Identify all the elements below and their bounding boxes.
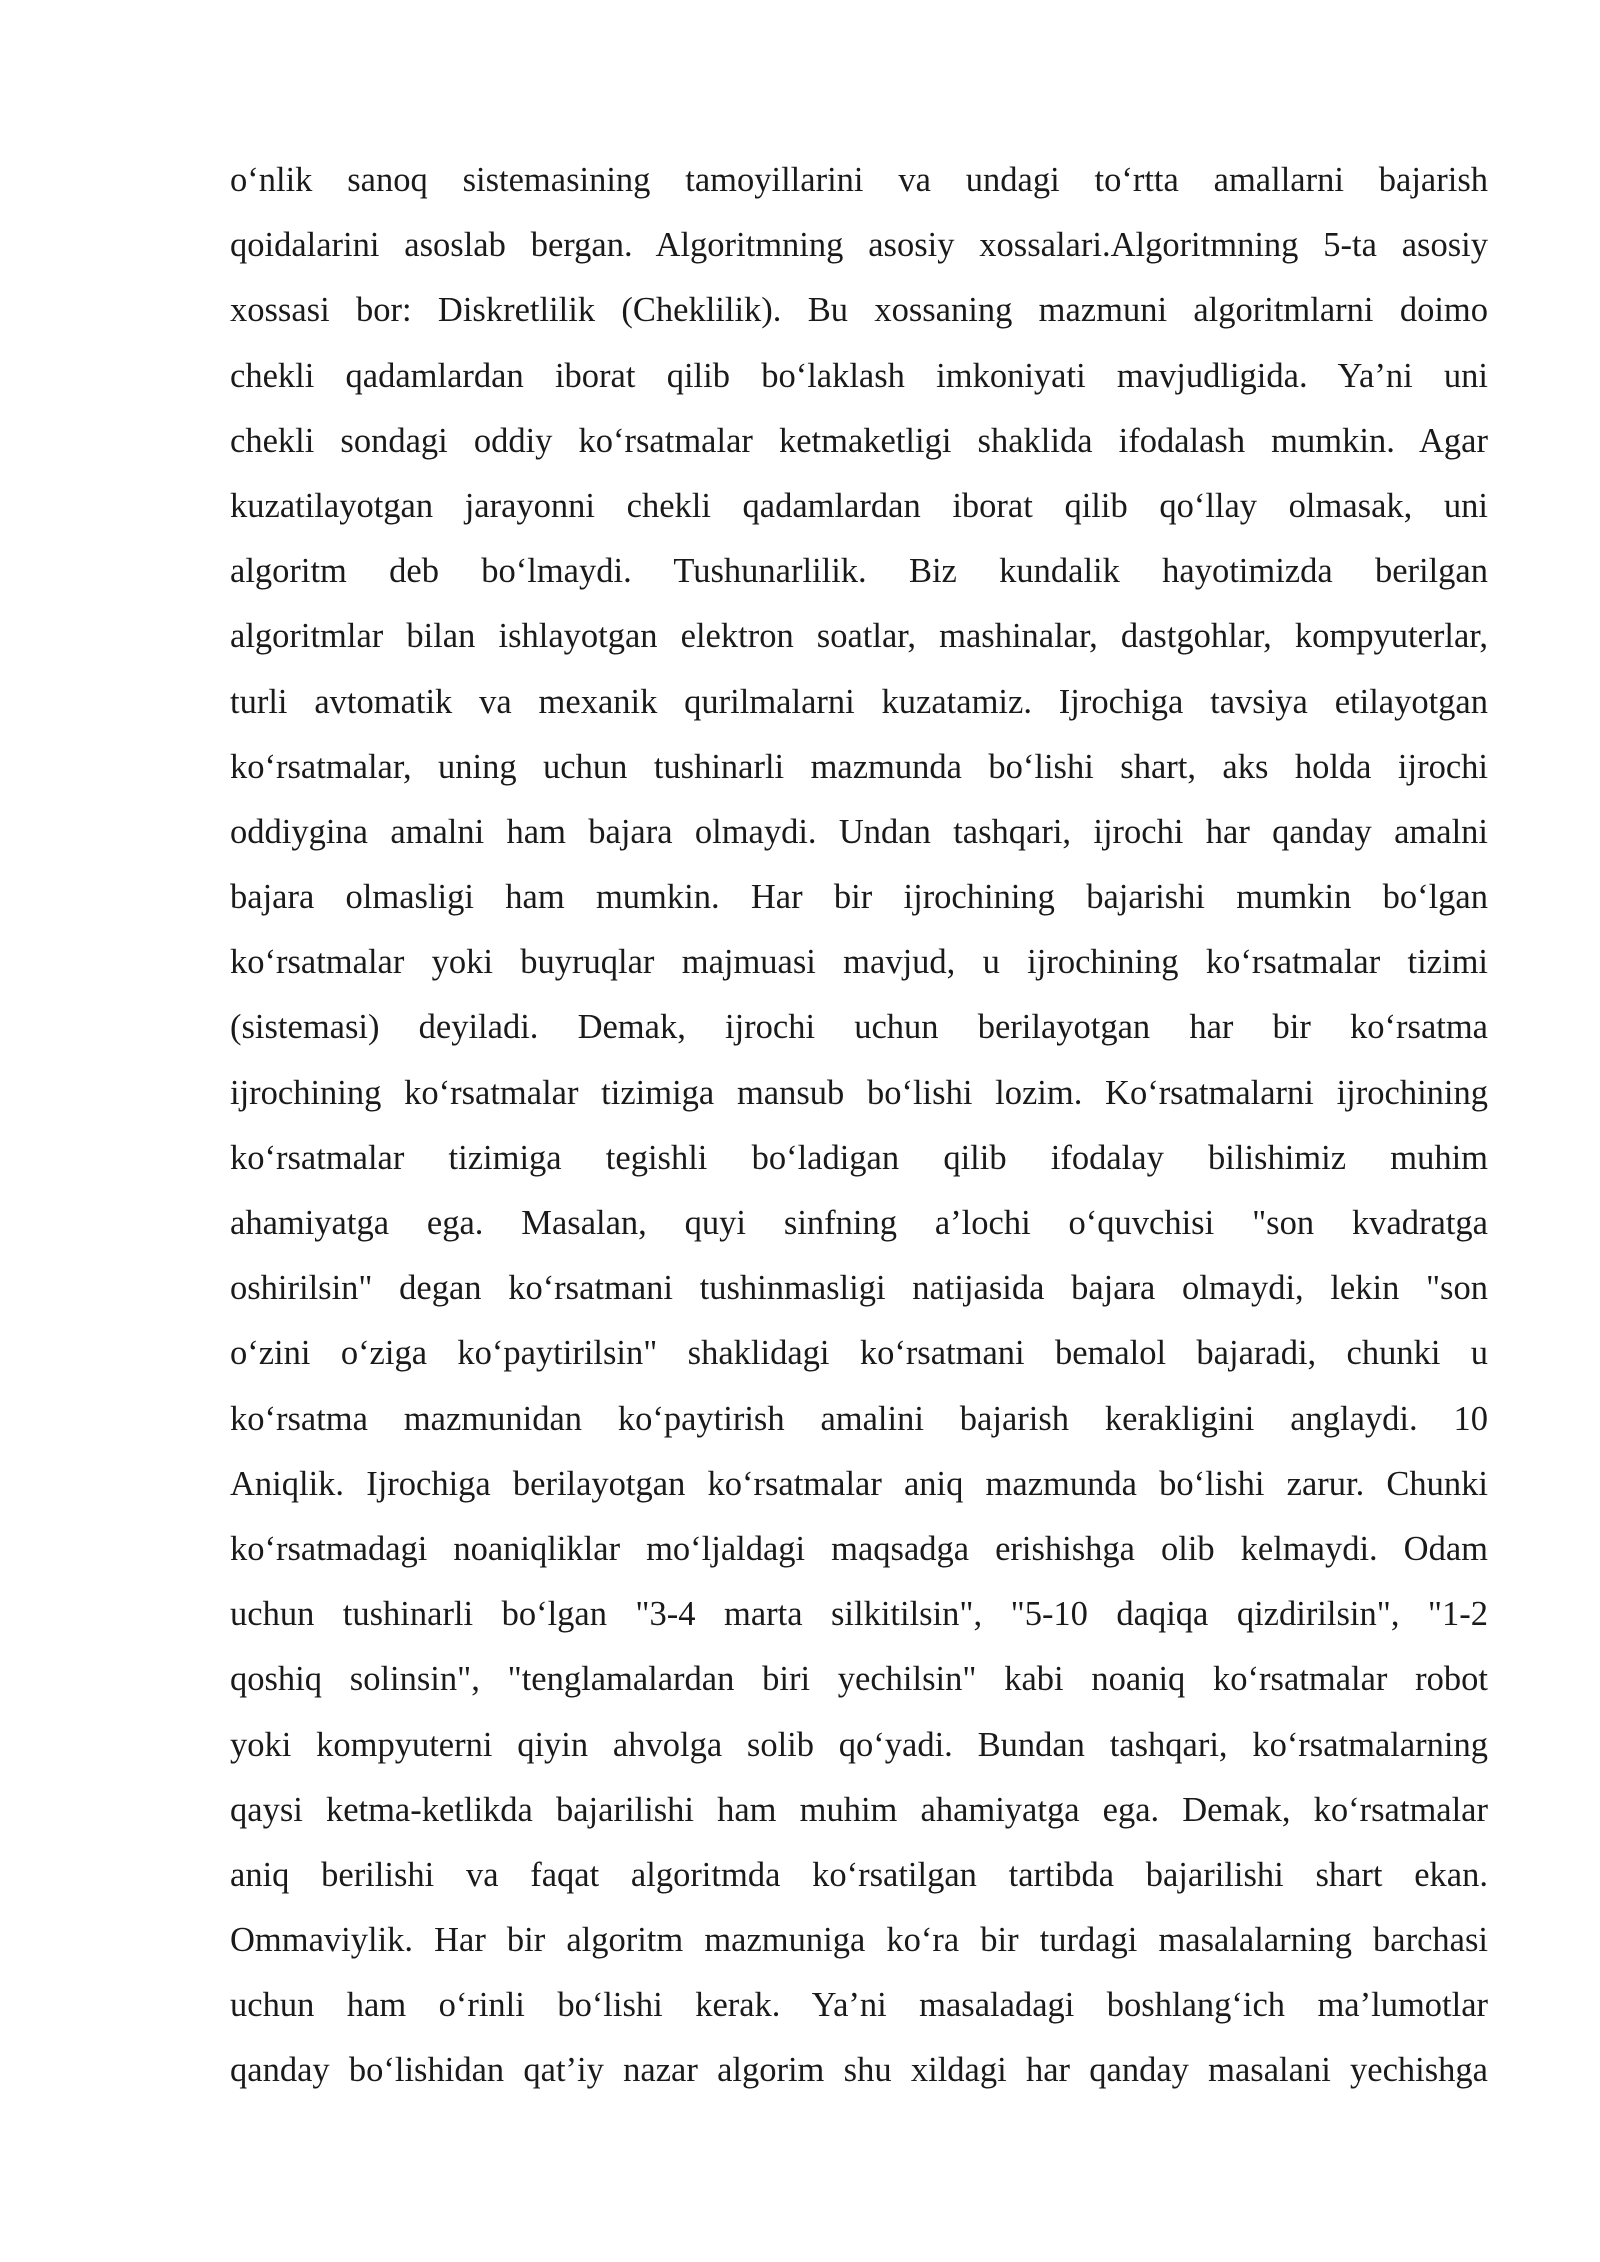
text-line-20: ko‘rsatma mazmunidan ko‘paytirish amalini bajarish kerakligini anglaydi. 10: [230, 1399, 1488, 1438]
text-line-10: ko‘rsatmalar, uning uchun tushinarli mazmunda bo‘lishi shart, aks holda ijrochi: [230, 747, 1488, 786]
text-line-13: ko‘rsatmalar yoki buyruqlar majmuasi mavjud, u ijrochining ko‘rsatmalar tizimi: [230, 943, 1489, 982]
text-line-19: o‘zini o‘ziga ko‘paytirilsin" shaklidagi ko‘rsatmani bemalol bajaradi, chunki u: [230, 1334, 1488, 1373]
text-line-11: oddiygina amalni ham bajara olmaydi. Undan tashqari, ijrochi har qanday amalni: [230, 812, 1488, 851]
text-line-30: qanday bo‘lishidan qat’iy nazar algorim shu xildagi har qanday masalani yechishga: [230, 2051, 1488, 2090]
text-line-21: Aniqlik. Ijrochiga berilayotgan ko‘rsatmalar aniq mazmunda bo‘lishi zarur. Chunki: [230, 1464, 1488, 1503]
text-line-2: qoidalarini asoslab bergan. Algoritmning asosiy xossalari.Algoritmning 5-ta asosiy: [230, 226, 1488, 265]
text-line-27: aniq berilishi va faqat algoritmda ko‘rsatilgan tartibda bajarilishi shart ekan.: [230, 1855, 1488, 1894]
text-line-15: ijrochining ko‘rsatmalar tizimiga mansub bo‘lishi lozim. Ko‘rsatmalarni ijrochining: [230, 1073, 1488, 1112]
text-line-6: kuzatilayotgan jarayonni chekli qadamlardan iborat qilib qo‘llay olmasak, uni: [230, 486, 1488, 525]
text-line-1: o‘nlik sanoq sistemasining tamoyillarini va undagi to‘rtta amallarni bajarish: [230, 161, 1488, 199]
text-line-22: ko‘rsatmadagi noaniqliklar mo‘ljaldagi maqsadga erishishga olib kelmaydi. Odam: [230, 1529, 1488, 1568]
text-line-5: chekli sondagi oddiy ko‘rsatmalar ketmaketligi shaklida ifodalash mumkin. Agar: [230, 421, 1488, 460]
text-line-26: qaysi ketma-ketlikda bajarilishi ham muhim ahamiyatga ega. Demak, ko‘rsatmalar: [230, 1790, 1488, 1829]
text-line-18: oshirilsin" degan ko‘rsatmani tushinmasligi natijasida bajara olmaydi, lekin "son: [230, 1269, 1488, 1308]
text-line-23: uchun tushinarli bo‘lgan "3-4 marta silkitilsin", "5-10 daqiqa qizdirilsin", "1-2: [230, 1595, 1488, 1634]
text-line-25: yoki kompyuterni qiyin ahvolga solib qo‘yadi. Bundan tashqari, ko‘rsatmalarning: [230, 1725, 1488, 1764]
text-line-8: algoritmlar bilan ishlayotgan elektron soatlar, mashinalar, dastgohlar, kompyuterlar,: [230, 617, 1489, 656]
text-line-16: ko‘rsatmalar tizimiga tegishli bo‘ladigan qilib ifodalay bilishimiz muhim: [230, 1138, 1488, 1177]
text-line-29: uchun ham o‘rinli bo‘lishi kerak. Ya’ni masaladagi boshlang‘ich ma’lumotlar: [230, 1986, 1488, 2025]
text-line-12: bajara olmasligi ham mumkin. Har bir ijrochining bajarishi mumkin bo‘lgan: [230, 878, 1488, 917]
text-line-7: algoritm deb bo‘lmaydi. Tushunarlilik. Biz kundalik hayotimizda berilgan: [230, 552, 1488, 591]
text-line-3: xossasi bor: Diskretlilik (Cheklilik). Bu xossaning mazmuni algoritmlarni doimo: [230, 291, 1488, 330]
text-line-4: chekli qadamlardan iborat qilib bo‘laklash imkoniyati mavjudligida. Ya’ni uni: [230, 356, 1488, 395]
text-line-14: (sistemasi) deyiladi. Demak, ijrochi uchun berilayotgan har bir ko‘rsatma: [230, 1008, 1488, 1047]
text-line-17: ahamiyatga ega. Masalan, quyi sinfning a’lochi o‘quvchisi "son kvadratga: [230, 1204, 1488, 1242]
body-text: [230, 148, 1488, 2104]
text-line-28: Ommaviylik. Har bir algoritm mazmuniga ko‘ra bir turdagi masalalarning barchasi: [230, 1921, 1488, 1960]
text-line-24: qoshiq solinsin", "tenglamalardan biri yechilsin" kabi noaniq ko‘rsatmalar robot: [230, 1660, 1488, 1699]
text-line-9: turli avtomatik va mexanik qurilmalarni kuzatamiz. Ijrochiga tavsiya etilayotgan: [230, 682, 1488, 721]
